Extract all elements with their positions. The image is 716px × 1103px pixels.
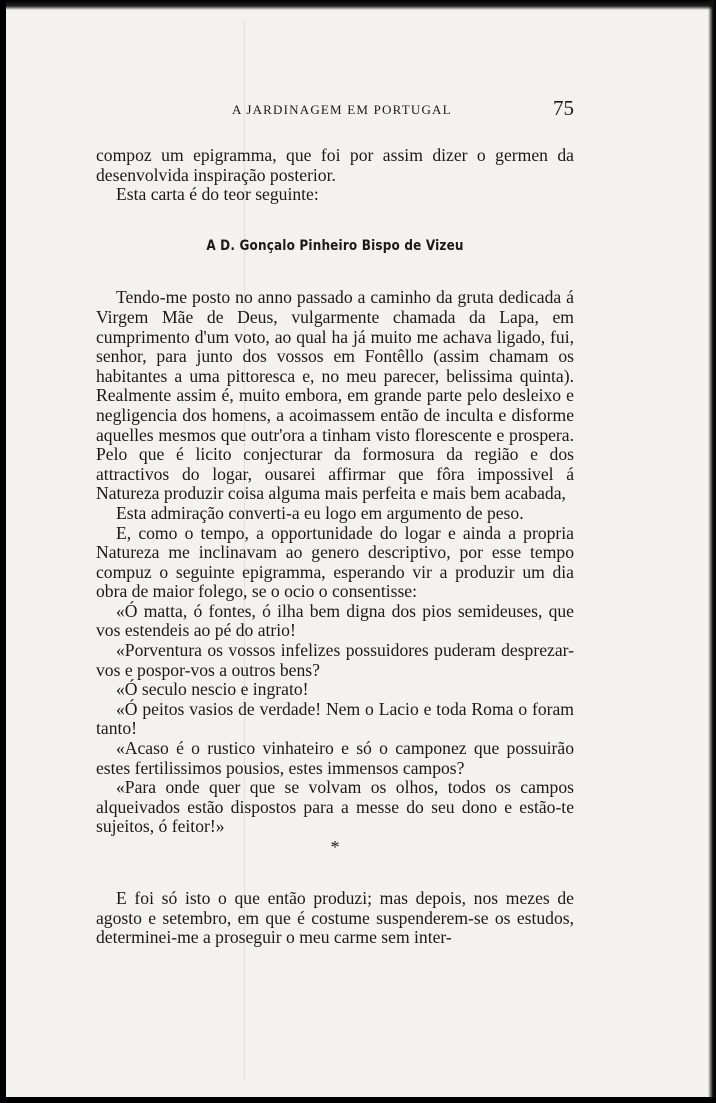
intro-paragraph: Esta carta é do teor seguinte:	[116, 184, 319, 205]
epigram-verse: «Acaso é o rustico vinhateiro e só o camponez que possuirão estes fertilissimos pousios, estes immensos campos?	[96, 738, 574, 778]
book-page	[96, 96, 574, 948]
page-text	[96, 146, 574, 948]
scan-edge-top	[0, 0, 716, 10]
epigram-verse: «Ó matta, ó fontes, ó ilha bem digna dos pios semideuses, que vos estendeis ao pé do atrio!	[96, 600, 574, 641]
epigram-verse: «Porventura os vossos infelizes possuidores puderam desprezar-vos e pospor-vos a outros bens?	[96, 640, 574, 680]
epigram-verse: «Ó peitos vasios de verdade! Nem o Lacio e toda Roma o foram tanto!	[96, 698, 574, 739]
heading-gap	[96, 256, 574, 288]
closing-paragraph: E foi só isto o que então produzi; mas depois, nos mezes de agosto e setembro, em que é costume suspenderem-se os estudos, determinei-me a proseguir o meu carme sem inter-	[96, 888, 574, 948]
heading-gap	[96, 205, 574, 237]
letter-heading: A D. Gonçalo Pinheiro Bispo de Vizeu	[206, 237, 464, 254]
section-separator: *	[330, 837, 340, 857]
head-gap	[96, 126, 574, 146]
intro-paragraph: compoz um epigramma, que foi por assim dizer o germen da desenvolvida inspiração posterior.	[96, 145, 574, 185]
running-title: A JARDINAGEM EM PORTUGAL	[232, 102, 452, 117]
page-number: 75	[553, 96, 574, 120]
scan-edge-left	[0, 0, 6, 1103]
epigram-verse: «Ó seculo nescio e ingrato!	[116, 679, 309, 700]
running-head	[96, 96, 574, 126]
separator-gap	[96, 857, 574, 889]
epigram-verse: «Para onde quer que se volvam os olhos, todos os campos alqueivados estão dispostos para a messe do seu dono e estão-te sujeitos, ó feitor!»	[96, 777, 574, 837]
scan-edge-bottom	[0, 1097, 716, 1103]
letter-paragraph: Tendo-me posto no anno passado a caminho da gruta dedicada á Virgem Mãe de Deus, vulgarmente chamada da Lapa, em cumprimento d'um voto, ao qual ha já muito me achava ligado, fui, senhor, para junto dos vossos em Fontêllo (assim chamam os habitantes a uma pittoresca e, no meu parecer, belissima quinta). Realmente assim é, muito embora, em grande parte pelo desleixo e negligencia dos homens, a acoimassem então de inculta e disforme aquelles mesmos que outr'ora a tinham visto florescente e prospera. Pelo que é licito conjecturar da formosura da região e dos attractivos do logar, ousarei affirmar que fôra impossivel á Natureza produzir coisa alguma mais perfeita e mais bem acabada,	[96, 287, 574, 504]
scan-edge-right	[708, 0, 716, 1103]
letter-paragraph: E, como o tempo, a opportunidade do logar e ainda a propria Natureza me inclinavam ao genero descriptivo, por esse tempo compuz o seguinte epigramma, esperando vir a produzir um dia obra de maior folego, se o ocio o consentisse:	[96, 522, 574, 602]
letter-paragraph: Esta admiração converti-a eu logo em argumento de peso.	[116, 502, 524, 523]
